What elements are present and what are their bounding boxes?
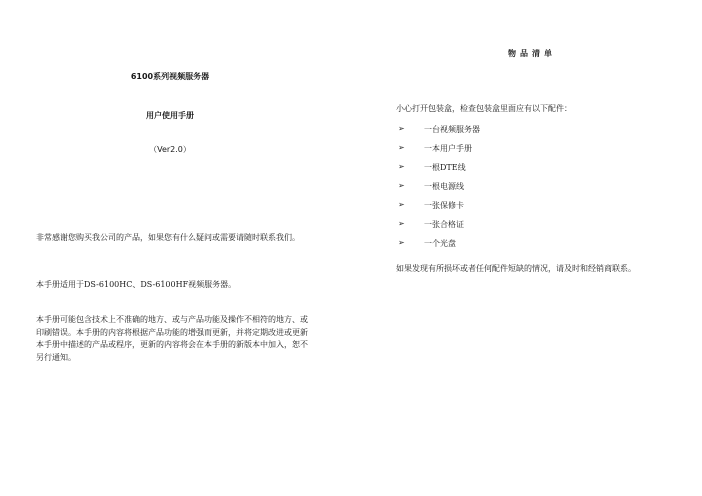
arrow-bullet-icon: ➢ xyxy=(398,124,405,133)
arrow-bullet-icon: ➢ xyxy=(398,219,405,228)
list-item xyxy=(398,143,480,162)
packing-list xyxy=(398,124,480,257)
packing-list-outro: 如果发现有所损坏或者任何配件短缺的情况，请及时和经销商联系。 xyxy=(396,264,636,273)
manual-version: （Ver2.0） xyxy=(149,145,191,154)
packing-list-intro: 小心打开包装盒，检查包装盒里面应有以下配件： xyxy=(396,104,572,113)
list-item-text: 一张合格证 xyxy=(424,220,464,229)
packing-list-title: 物品清单 xyxy=(508,49,556,58)
list-item-text: 一台视频服务器 xyxy=(424,125,480,134)
list-item-text: 一根电源线 xyxy=(424,182,464,191)
manual-subtitle: 用户使用手册 xyxy=(146,111,194,120)
arrow-bullet-icon: ➢ xyxy=(398,238,405,247)
manual-title: 6100系列视频服务器 xyxy=(130,72,210,81)
list-item-text: 一本用户手册 xyxy=(424,144,472,153)
list-item-text: 一张保修卡 xyxy=(424,201,464,210)
arrow-bullet-icon: ➢ xyxy=(398,162,405,171)
list-item-text: 一个光盘 xyxy=(424,239,456,248)
arrow-bullet-icon: ➢ xyxy=(398,143,405,152)
list-item xyxy=(398,200,480,219)
list-item-text: 一根DTE线 xyxy=(424,163,466,172)
disclaimer-paragraph: 本手册可能包含技术上不准确的地方、或与产品功能及操作不相符的地方、或印刷错误。本手册的内容将根据产品功能的增强而更新，并将定期改进或更新本手册中描述的产品或程序，更新的内容将会在本手册的新版本中加入，恕不另行通知。 xyxy=(36,315,308,362)
list-item xyxy=(398,219,480,238)
list-item xyxy=(398,238,480,257)
right-page xyxy=(351,0,702,496)
thanks-paragraph: 非常感谢您购买我公司的产品，如果您有什么疑问或需要请随时联系我们。 xyxy=(36,233,300,242)
list-item xyxy=(398,162,480,181)
applicability-paragraph: 本手册适用于DS-6100HC、DS-6100HF视频服务器。 xyxy=(36,280,237,289)
list-item xyxy=(398,124,480,143)
list-item xyxy=(398,181,480,200)
arrow-bullet-icon: ➢ xyxy=(398,181,405,190)
arrow-bullet-icon: ➢ xyxy=(398,200,405,209)
